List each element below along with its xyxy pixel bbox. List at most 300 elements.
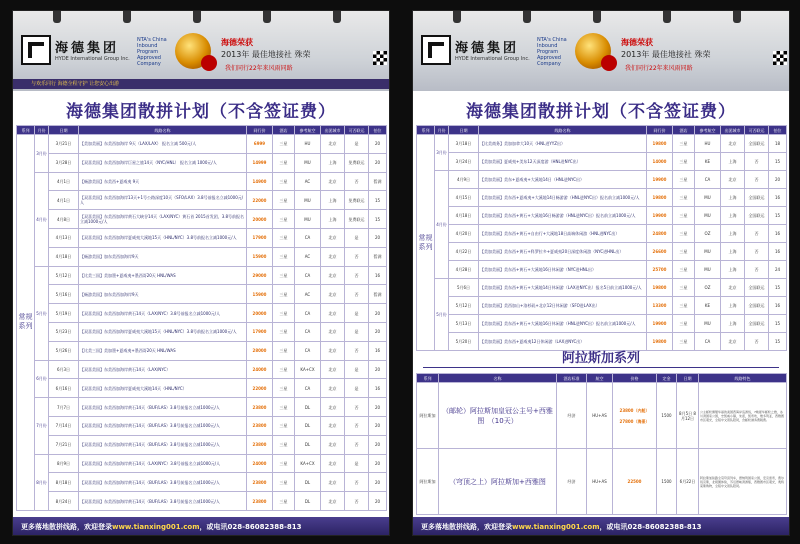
award-line-2: 2013年 最佳地接社 殊荣 (621, 50, 711, 59)
seats-cell: 20 (769, 171, 787, 189)
alaska-table (416, 373, 787, 515)
hotel-cell: 三星 (273, 266, 295, 285)
combo-cell: 全国联运 (745, 207, 769, 225)
airline-cell: CA (295, 322, 321, 341)
ntas-badge: NTA's China Inbound Program Approved Company (537, 37, 567, 67)
table-row[interactable] (17, 435, 387, 454)
airline-cell: CA (295, 266, 321, 285)
column-header: 日期 (49, 126, 79, 135)
route-cell: 【双喜美国】东美西加海岸13天+1号公路深度10天（SFO/LAX）3.8号前报名立减1000元/人 (79, 191, 247, 210)
combo-cell: 是 (345, 304, 369, 323)
airline-cell: HU+AS (587, 449, 613, 515)
hotel-cell: 三星 (273, 492, 295, 511)
combo-cell: 否 (745, 153, 769, 171)
page-title: 海德集团散拼计划（不含签证费） (66, 102, 336, 122)
right-page (412, 10, 790, 536)
lamp-icon (663, 11, 671, 23)
page-title: 海德集团散拼计划（不含签证费） (466, 102, 736, 122)
price-line: 22500 (627, 479, 642, 484)
price-cell: 15900 (247, 285, 273, 304)
price-cell (613, 449, 657, 515)
table-row[interactable] (17, 360, 387, 379)
table-row[interactable] (417, 153, 787, 171)
airline-cell: HU (695, 135, 721, 153)
price-cell: 20000 (247, 304, 273, 323)
table-header-row (417, 126, 787, 135)
lamp-icon (523, 11, 531, 23)
column-header: 线路名称 (479, 126, 647, 135)
table-row[interactable] (17, 379, 387, 398)
header-banner (413, 11, 789, 91)
column-header: 参考航空 (695, 126, 721, 135)
brand-name: 海德集团 (455, 41, 520, 56)
hotel-cell: 三星 (673, 225, 695, 243)
hotel-cell: 三星 (273, 228, 295, 247)
date-cell: 8月5日 8月12日 (677, 383, 699, 449)
combo-cell: 否 (345, 473, 369, 492)
price-cell: 19800 (647, 189, 673, 207)
series-label: 常规系列 (417, 135, 435, 351)
date-cell: 8月24日 (49, 492, 79, 511)
footer-phone: ，或电讯028-86082388-813 (599, 523, 702, 531)
award-line-1: 海德荣获 (221, 38, 253, 47)
price-cell: 17900 (247, 228, 273, 247)
seats-cell: 15 (769, 153, 787, 171)
hotel-cell: 三星 (273, 473, 295, 492)
route-cell: 【畅游美国】加东美西加海岸9天 (79, 285, 247, 304)
route-cell: 【双喜美国】东美西加海岸黄石大峡谷14天（LAX/NYC）黄石首 2015首发团，3.8号前报名立减1000元/人 (79, 210, 247, 229)
seats-cell: 16 (769, 243, 787, 261)
seats-cell: 16 (369, 379, 387, 398)
combo-cell: 是 (345, 454, 369, 473)
combo-cell: 否 (745, 171, 769, 189)
month-cell: 7月份 (35, 398, 49, 454)
route-cell: 【比美商务】美加加拿大10天（HNL进YYZ出） (479, 135, 647, 153)
date-cell: 5月23日 (49, 322, 79, 341)
column-header: 拍位 (369, 126, 387, 135)
lamp-icon (453, 11, 461, 23)
footer-text (21, 522, 302, 532)
combo-cell: 否 (345, 341, 369, 360)
table-row[interactable] (17, 322, 387, 341)
price-cell: 19900 (647, 207, 673, 225)
airline-cell: MU (695, 207, 721, 225)
hotel-cell: 三星 (673, 135, 695, 153)
route-cell: 【美加美丽】美西加山+洛杉矶+北京12日休闲游（SFO进LAX出） (479, 297, 647, 315)
combo-cell: 否 (745, 243, 769, 261)
column-header: 日期 (449, 126, 479, 135)
table-row[interactable] (417, 279, 787, 297)
table-header-row (17, 126, 387, 135)
table-row[interactable] (417, 297, 787, 315)
month-cell: 4月份 (35, 172, 49, 266)
brand-name-en: HYDE International Group Inc. (455, 56, 530, 62)
route-cell: 【双喜美国】东美西加海岸夏威夷大溪地15天（HNL/NYC）3.8号前报名立减1000元/人 (79, 322, 247, 341)
date-cell: 4月8日 (49, 210, 79, 229)
airline-cell: CA (295, 341, 321, 360)
date-cell: 5月26日 (49, 341, 79, 360)
route-cell: 【双喜美国】东美西加海岸黄石14天（LAX/NYC）3.8号前报名立减1000元/人 (79, 304, 247, 323)
price-cell (613, 383, 657, 449)
route-cell: 【双喜美国】东美西加海岸黄石14天（BUF/LAS）3.8号前报名立减1000元/人 (79, 398, 247, 417)
city-cell: 北京 (321, 304, 345, 323)
column-header: 参考航空 (295, 126, 321, 135)
city-cell: 北京 (721, 135, 745, 153)
date-cell: 8月18日 (49, 473, 79, 492)
website-link[interactable]: www.tianxing001.com (112, 523, 200, 531)
table-row[interactable] (17, 398, 387, 417)
date-cell: 3月18日 (449, 135, 479, 153)
description-cell: 阿拉斯加铁路全景穹顶列车，德纳利国家公园，安克雷奇，费尔班克斯，北极圈体验，苏厄德峡湾游船，西雅图市区观光，奥特莱斯购物，全程中文领队陪同。 (699, 449, 787, 515)
route-cell: （穹顶之上）阿拉斯加+西雅图 (439, 449, 557, 515)
hotel-cell: 三星 (673, 333, 695, 351)
alaska-section-title: 阿拉斯加系列 (561, 351, 640, 366)
checkered-flag-icon (773, 51, 787, 65)
city-cell: 北京 (321, 473, 345, 492)
table-row[interactable] (17, 492, 387, 511)
schedule-table (16, 125, 387, 511)
airline-cell: KE (695, 297, 721, 315)
ntas-badge: NTA's China Inbound Program Approved Company (137, 37, 167, 67)
hotel-cell: 三星 (273, 210, 295, 229)
seats-cell: 20 (369, 228, 387, 247)
month-cell: 3月份 (35, 135, 49, 173)
hotel-cell: 经济 (557, 383, 587, 449)
city-cell: 上海 (321, 191, 345, 210)
date-cell: 4月1日 (49, 172, 79, 191)
lamp-icon (193, 11, 201, 23)
airline-cell: MU (295, 191, 321, 210)
price-cell: 19800 (647, 333, 673, 351)
date-cell: 4月15日 (449, 189, 479, 207)
column-header: 名称 (439, 374, 557, 383)
column-header: 系列 (417, 126, 435, 135)
price-cell: 28000 (247, 341, 273, 360)
price-cell: 24000 (247, 454, 273, 473)
combo-cell: 否 (345, 285, 369, 304)
airline-cell: DL (295, 473, 321, 492)
seats-cell: 暂满 (369, 247, 387, 266)
table-row[interactable] (17, 153, 387, 172)
table-row[interactable] (417, 315, 787, 333)
table-row[interactable] (17, 135, 387, 154)
lamp-icon (263, 11, 271, 23)
footer-text (421, 522, 702, 532)
seats-cell: 20 (369, 304, 387, 323)
table-header-row (417, 374, 787, 383)
divider (423, 367, 779, 368)
price-cell: 19900 (647, 315, 673, 333)
hotel-cell: 三星 (673, 297, 695, 315)
hotel-cell: 三星 (273, 341, 295, 360)
date-cell: 8月9日 (49, 454, 79, 473)
lamp-icon (123, 11, 131, 23)
price-cell: 19900 (647, 171, 673, 189)
city-cell: 北京 (321, 360, 345, 379)
hotel-cell: 经济 (557, 449, 587, 515)
hotel-cell: 三星 (273, 322, 295, 341)
table-row[interactable] (17, 210, 387, 229)
price-cell: 19800 (647, 135, 673, 153)
column-header: 酒店标准 (557, 374, 587, 383)
description-cell: 公主邮轮旗舰华丽的美国西海岸巡游线，7晚豪华邮轮之旅，冰川湾国家公园，史凯威小镇，朱诺，凯奇坎，维多利亚，西雅图市区观光，全程中文领队陪同，含邮轮港务费税费。 (699, 383, 787, 449)
combo-cell: 是 (345, 360, 369, 379)
airline-cell: MU (695, 243, 721, 261)
footer-prefix: 更多落地散拼线路，欢迎登录 (21, 523, 112, 531)
city-cell: 北京 (321, 228, 345, 247)
date-cell: 4月1日 (49, 191, 79, 210)
date-cell: 3月21日 (49, 135, 79, 154)
footer (413, 517, 789, 535)
hotel-cell: 三星 (273, 285, 295, 304)
trophy-icon (575, 33, 611, 69)
table-row[interactable] (417, 189, 787, 207)
date-cell: 7月7日 (49, 398, 79, 417)
date-cell: 4月18日 (49, 247, 79, 266)
lamp-icon (333, 11, 341, 23)
hotel-cell: 三星 (673, 261, 695, 279)
price-cell: 24800 (647, 225, 673, 243)
month-cell: 5月份 (435, 279, 449, 351)
hotel-cell: 三星 (673, 279, 695, 297)
airline-cell: KA+CX (295, 360, 321, 379)
city-cell: 上海 (321, 210, 345, 229)
route-cell: 【畅游美国】加东美西加海岸9天 (79, 247, 247, 266)
brand-name-en: HYDE International Group Inc. (55, 56, 130, 62)
table-row[interactable] (417, 383, 787, 449)
price-cell: 22000 (247, 191, 273, 210)
month-cell: 6月份 (35, 360, 49, 398)
route-cell: 【双喜美国】东美西加海岸黄石14天（BUF/LAS）3.8号前报名立减1000元/人 (79, 435, 247, 454)
table-row[interactable] (17, 191, 387, 210)
column-header: 酒店 (673, 126, 695, 135)
seats-cell: 20 (369, 322, 387, 341)
schedule-table (416, 125, 787, 351)
airline-cell: HU+AS (587, 383, 613, 449)
date-cell: 4月22日 (449, 243, 479, 261)
combo-cell: 否 (345, 247, 369, 266)
route-cell: 【美加美丽】美东西+黄石+科罗拉多+夏威夷20日深度休闲游（NYC进HNL出） (479, 243, 647, 261)
price-cell: 20000 (247, 210, 273, 229)
table-row[interactable] (417, 449, 787, 515)
combo-cell: 全国联运 (745, 135, 769, 153)
airline-cell: DL (295, 492, 321, 511)
seats-cell: 24 (769, 261, 787, 279)
table-row[interactable] (17, 341, 387, 360)
route-cell: 【比美三国】美加墨+夏威夷+墨西哥20天 HNL/WAS (79, 266, 247, 285)
airline-cell: AC (295, 247, 321, 266)
lamp-icon (733, 11, 741, 23)
combo-cell: 是 (345, 228, 369, 247)
city-cell: 上海 (721, 315, 745, 333)
award-line-2: 2013年 最佳地接社 殊荣 (221, 50, 311, 59)
price-cell: 25700 (647, 261, 673, 279)
date-cell: 5月12日 (49, 266, 79, 285)
table-row[interactable] (417, 135, 787, 153)
hotel-cell: 三星 (273, 379, 295, 398)
header-banner (13, 11, 389, 91)
route-cell: 【美加美丽】美东西+夏威夷+大溪地14日畅游游（HNL进NYC出）报名前立减1000元/人 (479, 189, 647, 207)
airline-cell: MU (695, 315, 721, 333)
table-row[interactable] (417, 243, 787, 261)
seats-cell: 20 (369, 435, 387, 454)
airline-cell: CA (295, 228, 321, 247)
table-row[interactable] (17, 304, 387, 323)
date-cell: 6月16日 (49, 379, 79, 398)
price-cell: 23800 (247, 492, 273, 511)
combo-cell: 否 (345, 398, 369, 417)
footer-prefix: 更多落地散拼线路，欢迎登录 (421, 523, 512, 531)
city-cell: 北京 (321, 266, 345, 285)
date-cell: 3月24日 (449, 153, 479, 171)
price-cell: 14000 (647, 153, 673, 171)
route-cell: 【美加美丽】美东西+黄石+大溪地16日休闲游（HNL进NYC出）报名前立减1000元/人 (479, 315, 647, 333)
date-cell: 7月14日 (49, 416, 79, 435)
lamp-icon (53, 11, 61, 23)
city-cell: 北京 (321, 416, 345, 435)
airline-cell: MU (295, 153, 321, 172)
hotel-cell: 三星 (273, 153, 295, 172)
hotel-cell: 三星 (273, 398, 295, 417)
seats-cell: 20 (369, 473, 387, 492)
checkered-flag-icon (373, 51, 387, 65)
city-cell: 北京 (721, 171, 745, 189)
city-cell: 北京 (321, 454, 345, 473)
airline-cell: MU (295, 210, 321, 229)
date-cell: 5月16日 (49, 285, 79, 304)
seats-cell: 15 (769, 333, 787, 351)
table-row[interactable] (17, 266, 387, 285)
price-cell: 19800 (647, 279, 673, 297)
combo-cell: 全国联运 (745, 297, 769, 315)
table-row[interactable] (17, 416, 387, 435)
left-page (12, 10, 390, 536)
date-cell: 4月20日 (449, 225, 479, 243)
website-link[interactable]: www.tianxing001.com (512, 523, 600, 531)
seats-cell: 16 (769, 225, 787, 243)
table-row[interactable] (17, 247, 387, 266)
date-cell: 4月13日 (49, 228, 79, 247)
city-cell: 上海 (721, 297, 745, 315)
route-cell: 【畅游美国】东美西+夏威夷 9天 (79, 172, 247, 191)
table-row[interactable] (17, 473, 387, 492)
seats-cell: 20 (369, 398, 387, 417)
hotel-cell: 三星 (673, 171, 695, 189)
combo-cell: 是 (345, 379, 369, 398)
table-row[interactable] (17, 228, 387, 247)
award-line-3: 我们同行22年来风雨同路 (225, 65, 293, 72)
price-cell: 29000 (247, 266, 273, 285)
deposit-cell: 1500 (657, 383, 677, 449)
combo-cell: 否 (345, 266, 369, 285)
date-cell: 4月18日 (449, 207, 479, 225)
table-row[interactable] (417, 171, 787, 189)
route-cell: 【美加美丽】美东西+黄石+自由行+大溪地18日高端休闲游（HNL进NYC出） (479, 225, 647, 243)
table-row[interactable] (417, 225, 787, 243)
logo-mark-icon (421, 35, 451, 65)
combo-cell: 全国联运 (745, 279, 769, 297)
route-cell: 【双喜美国】东美西加海岸黄石14天（LAX/NYC）3.8号前报名立减1000元/人 (79, 454, 247, 473)
table-row[interactable] (417, 261, 787, 279)
city-cell: 北京 (321, 492, 345, 511)
city-cell: 北京 (721, 279, 745, 297)
airline-cell: CA (295, 379, 321, 398)
city-cell: 上海 (721, 153, 745, 171)
airline-cell: OZ (695, 225, 721, 243)
combo-cell: 否 (345, 492, 369, 511)
logo-mark-icon (21, 35, 51, 65)
hotel-cell: 三星 (273, 435, 295, 454)
combo-cell: 否 (345, 172, 369, 191)
route-cell: 【双喜美国】东美西加海岸夏威夷大溪地14天（HNL/NYC） (79, 379, 247, 398)
city-cell: 北京 (321, 435, 345, 454)
seats-cell: 20 (369, 135, 387, 154)
combo-cell: 否 (745, 333, 769, 351)
combo-cell: 免费联运 (345, 153, 369, 172)
combo-cell: 是 (345, 135, 369, 154)
airline-cell: DL (295, 398, 321, 417)
month-cell: 4月份 (435, 171, 449, 279)
seats-cell: 18 (769, 135, 787, 153)
price-cell: 14900 (247, 172, 273, 191)
price-line: 23800（内舱） (619, 407, 650, 413)
price-cell: 17900 (247, 322, 273, 341)
hotel-cell: 三星 (673, 153, 695, 171)
route-cell: 【双喜美国】东美西加海岸黄石14天（BUF/LAS）3.8号前报名立减1000元/人 (79, 492, 247, 511)
table-row[interactable] (417, 207, 787, 225)
route-cell: 【美加美丽】美东西+黄石+大溪地14日休闲游（LAX进NYC出）报名5日前立减1000元/人 (479, 279, 647, 297)
city-cell: 上海 (721, 189, 745, 207)
award-line-3: 我们同行22年来风雨同路 (625, 65, 693, 72)
column-header: 线路名称 (79, 126, 247, 135)
column-header: 月份 (35, 126, 49, 135)
airline-cell: DL (295, 416, 321, 435)
trophy-icon (175, 33, 211, 69)
footer-phone: ，或电讯028-86082388-813 (199, 523, 302, 531)
combo-cell: 全国联运 (745, 189, 769, 207)
brand-logo (21, 35, 141, 65)
airline-cell: KE (695, 153, 721, 171)
hotel-cell: 三星 (273, 304, 295, 323)
seats-cell: 16 (369, 341, 387, 360)
deposit-cell: 1500 (657, 449, 677, 515)
route-cell: 【美加美丽】美东+夏威夷+大溪地14日（HNL进NYC出） (479, 171, 647, 189)
date-cell: 3月28日 (49, 153, 79, 172)
route-cell: 【美加美丽】美东西+夏威夷12日休闲游（LAX进NYC出） (479, 333, 647, 351)
table-row[interactable] (17, 285, 387, 304)
table-row[interactable] (17, 172, 387, 191)
column-header: 出团城市 (721, 126, 745, 135)
table-row[interactable] (17, 454, 387, 473)
hotel-cell: 三星 (273, 191, 295, 210)
route-cell: 【双喜美国】东美西加海岸黄石14天（BUF/LAS）3.8号前报名立减1000元/人 (79, 416, 247, 435)
seats-cell: 20 (369, 360, 387, 379)
city-cell: 北京 (321, 379, 345, 398)
seats-cell: 20 (369, 492, 387, 511)
date-cell: 5月12日 (449, 297, 479, 315)
route-cell: 【双喜美国】东美西加海岸夏威夷大溪地15天（HNL/NYC）3.8号前报名立减1000元/人 (79, 228, 247, 247)
price-cell: 26600 (647, 243, 673, 261)
column-header: 定金 (657, 374, 677, 383)
month-cell: 5月份 (35, 266, 49, 360)
seats-cell: 15 (769, 207, 787, 225)
city-cell: 上海 (321, 153, 345, 172)
seats-cell: 15 (769, 279, 787, 297)
combo-cell: 否 (745, 261, 769, 279)
seats-cell: 20 (369, 454, 387, 473)
city-cell: 上海 (721, 225, 745, 243)
column-header: 日期 (677, 374, 699, 383)
